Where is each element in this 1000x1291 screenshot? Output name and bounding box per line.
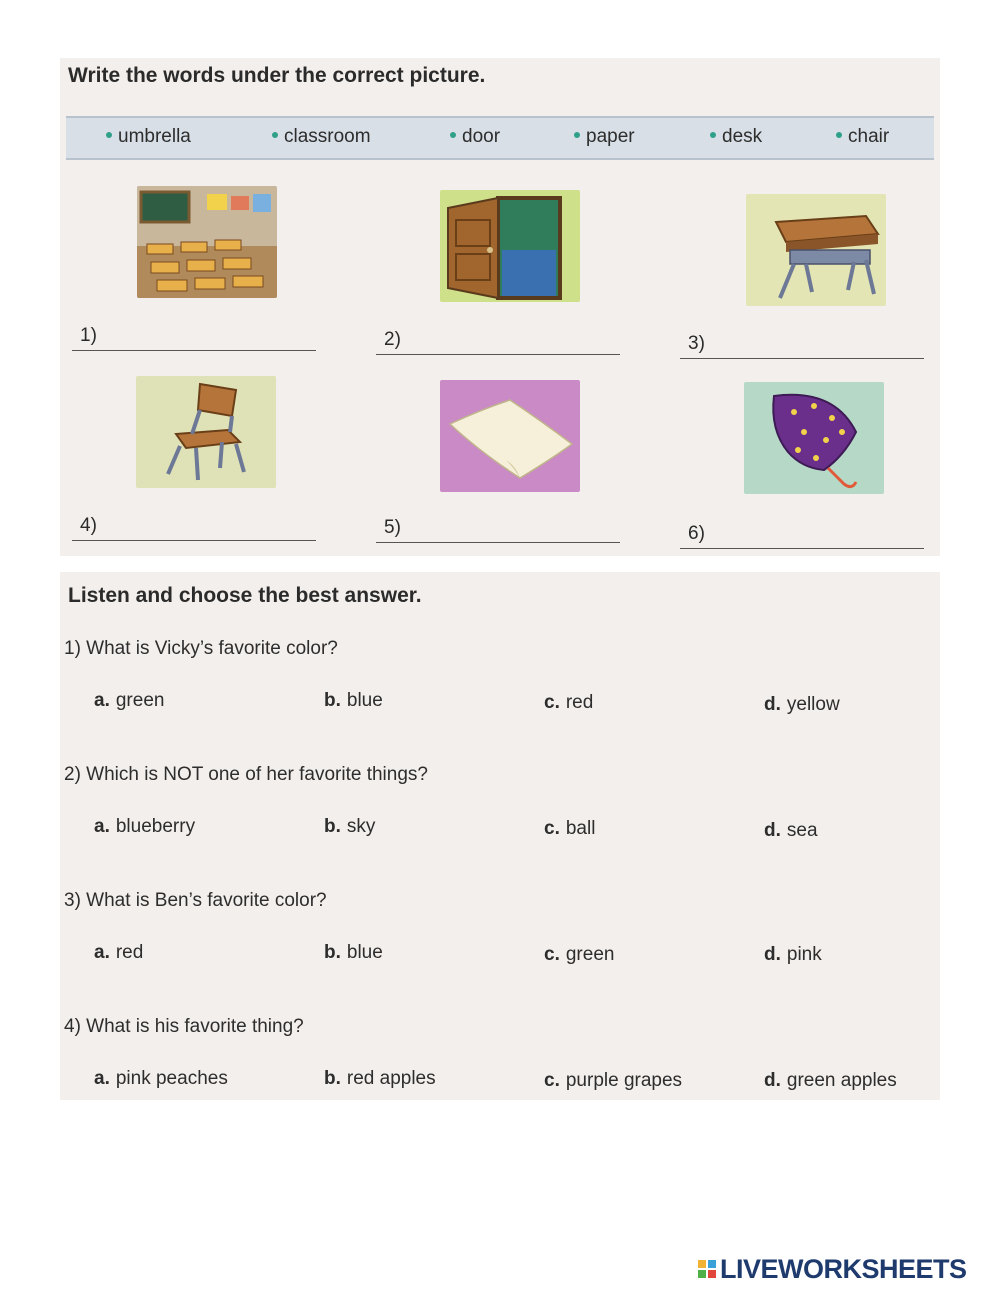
- word-bank-item: [710, 126, 762, 148]
- option-text: red apples: [346, 1068, 436, 1089]
- answer-line-1[interactable]: [72, 326, 316, 351]
- option-letter: d.: [764, 944, 781, 965]
- option-letter: b.: [324, 1068, 341, 1089]
- option-letter: d.: [764, 1070, 781, 1091]
- option-letter: c.: [544, 692, 560, 713]
- option-text: pink: [786, 944, 822, 965]
- option-letter: c.: [544, 1070, 560, 1091]
- option-letter: a.: [94, 1068, 110, 1089]
- paper-picture: [440, 380, 580, 492]
- question-4: 4) What is his favorite thing?: [64, 1016, 304, 1037]
- option-text: yellow: [786, 694, 840, 715]
- liveworksheets-logo[interactable]: [698, 1254, 967, 1284]
- word-bank-item: [836, 126, 889, 148]
- option-letter: b.: [324, 942, 341, 963]
- option-letter: a.: [94, 690, 110, 711]
- answer-number: 4): [80, 515, 97, 536]
- option-1c[interactable]: [544, 692, 593, 714]
- door-icon: [440, 190, 580, 302]
- option-letter: b.: [324, 816, 341, 837]
- exercise-1-title: Write the words under the correct picture.: [68, 64, 486, 87]
- option-2c[interactable]: [544, 818, 595, 840]
- option-text: blueberry: [115, 816, 196, 837]
- bullet-icon: [710, 132, 716, 138]
- classroom-icon: [137, 186, 277, 298]
- option-1a[interactable]: [94, 690, 164, 712]
- option-4c[interactable]: [544, 1070, 682, 1092]
- option-text: pink peaches: [115, 1068, 228, 1089]
- option-letter: d.: [764, 694, 781, 715]
- door-picture: [440, 190, 580, 302]
- option-3a[interactable]: [94, 942, 143, 964]
- bullet-icon: [106, 132, 112, 138]
- desk-icon: [746, 194, 886, 306]
- option-text: red: [115, 942, 144, 963]
- question-3: 3) What is Ben’s favorite color?: [64, 890, 327, 911]
- answer-line-2[interactable]: [376, 330, 620, 355]
- bullet-icon: [272, 132, 278, 138]
- option-text: purple grapes: [565, 1070, 683, 1091]
- desk-picture: [746, 194, 886, 306]
- option-text: blue: [346, 942, 383, 963]
- word-bank-item: [574, 126, 635, 148]
- classroom-picture: [137, 186, 277, 298]
- word-label: umbrella: [118, 126, 191, 147]
- bullet-icon: [836, 132, 842, 138]
- option-2b[interactable]: [324, 816, 375, 838]
- umbrella-picture: [744, 382, 884, 494]
- word-bank-item: [106, 126, 191, 148]
- umbrella-icon: [744, 382, 884, 494]
- option-text: sky: [346, 816, 376, 837]
- option-3c[interactable]: [544, 944, 614, 966]
- chair-picture: [136, 376, 276, 488]
- answer-line-5[interactable]: [376, 518, 620, 543]
- option-4d[interactable]: [764, 1070, 897, 1092]
- option-text: green: [565, 944, 615, 965]
- answer-number: 5): [384, 517, 401, 538]
- word-label: chair: [848, 126, 890, 147]
- option-1b[interactable]: [324, 690, 383, 712]
- paper-icon: [440, 380, 580, 492]
- word-label: desk: [722, 126, 763, 147]
- exercise-2-panel: [60, 572, 940, 1100]
- option-text: red: [565, 692, 594, 713]
- question-1: 1) What is Vicky’s favorite color?: [64, 638, 338, 659]
- word-bank: [66, 116, 934, 160]
- option-2a[interactable]: [94, 816, 195, 838]
- answer-line-3[interactable]: [680, 334, 924, 359]
- logo-text: LIVEWORKSHEETS: [720, 1253, 967, 1284]
- option-2d[interactable]: [764, 820, 818, 842]
- word-label: door: [462, 126, 501, 147]
- exercise-1-panel: [60, 58, 940, 556]
- option-letter: c.: [544, 818, 560, 839]
- word-label: classroom: [284, 126, 371, 147]
- bullet-icon: [574, 132, 580, 138]
- word-bank-item: [272, 126, 371, 148]
- word-bank-item: [450, 126, 500, 148]
- option-letter: a.: [94, 816, 110, 837]
- answer-line-4[interactable]: [72, 516, 316, 541]
- answer-line-6[interactable]: [680, 524, 924, 549]
- question-2: 2) Which is NOT one of her favorite things?: [64, 764, 428, 785]
- exercise-2-title: Listen and choose the best answer.: [68, 584, 422, 607]
- option-text: green apples: [786, 1070, 897, 1091]
- option-3d[interactable]: [764, 944, 822, 966]
- option-3b[interactable]: [324, 942, 383, 964]
- logo-grid-icon: [698, 1260, 716, 1278]
- answer-number: 2): [384, 329, 401, 350]
- option-text: blue: [346, 690, 383, 711]
- option-text: sea: [786, 820, 818, 841]
- option-4b[interactable]: [324, 1068, 436, 1090]
- option-text: ball: [565, 818, 596, 839]
- option-4a[interactable]: [94, 1068, 228, 1090]
- answer-number: 3): [688, 333, 705, 354]
- option-letter: b.: [324, 690, 341, 711]
- word-label: paper: [586, 126, 635, 147]
- answer-number: 6): [688, 523, 705, 544]
- option-letter: d.: [764, 820, 781, 841]
- option-text: green: [115, 690, 165, 711]
- answer-number: 1): [80, 325, 97, 346]
- chair-icon: [136, 376, 276, 488]
- option-letter: c.: [544, 944, 560, 965]
- option-1d[interactable]: [764, 694, 840, 716]
- bullet-icon: [450, 132, 456, 138]
- option-letter: a.: [94, 942, 110, 963]
